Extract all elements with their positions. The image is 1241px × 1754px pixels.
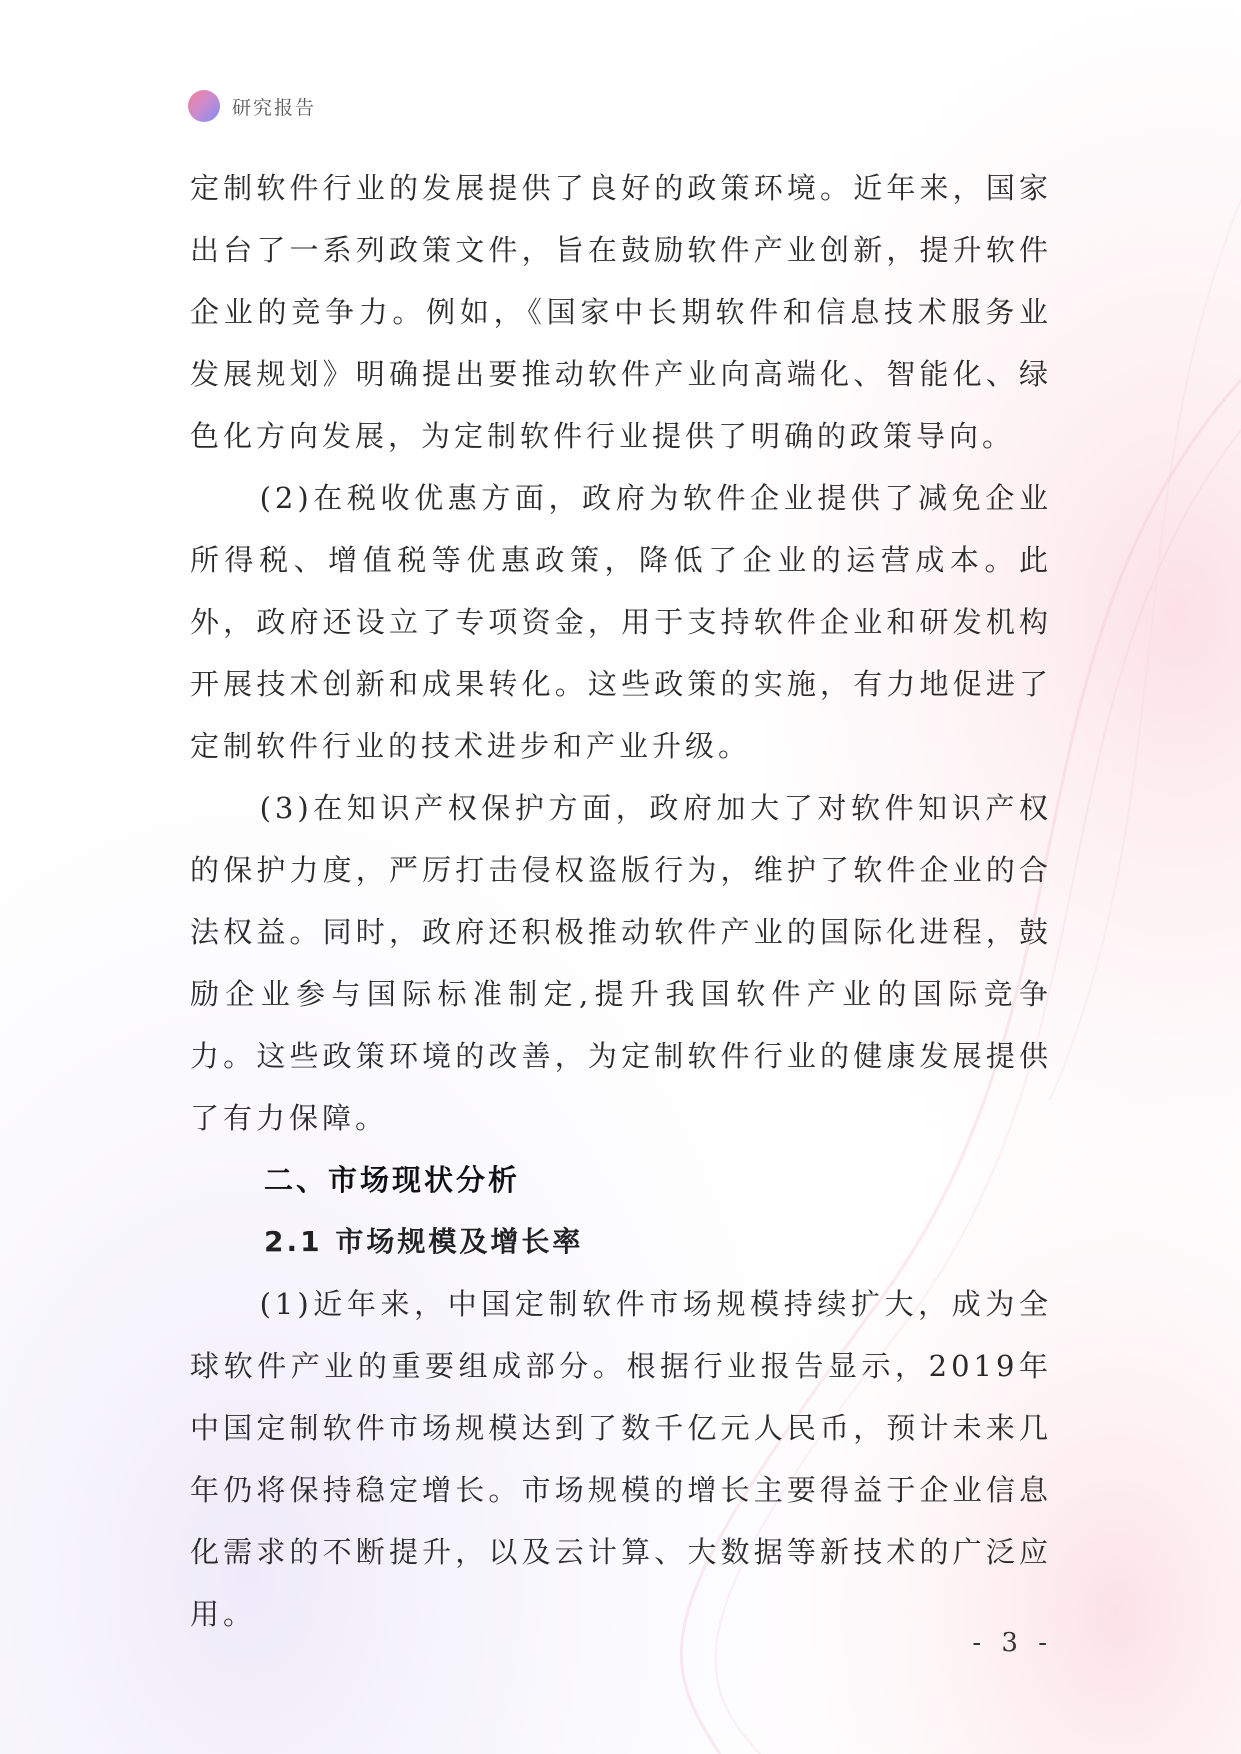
paragraph-market-size: (1)近年来，中国定制软件市场规模持续扩大，成为全球软件产业的重要组成部分。根据行业报告显示，2019年中国定制软件市场规模达到了数千亿元人民币，预计未来几年仍将保持稳定增长。市场规模的增长主要得益于企业信息化需求的不断提升，以及云计算、大数据等新技术的广泛应用。 [190,1287,1052,1631]
paragraph-policy-environment: 定制软件行业的发展提供了良好的政策环境。近年来，国家出台了一系列政策文件，旨在鼓励软件产业创新，提升软件企业的竞争力。例如，《国家中长期软件和信息技术服务业发展规划》明确提出要推动软件产业向高端化、智能化、绿色化方向发展，为定制软件行业提供了明确的政策导向。 [190,171,1052,453]
paragraph-tax-incentives: (2)在税收优惠方面，政府为软件企业提供了减免企业所得税、增值税等优惠政策，降低了企业的运营成本。此外，政府还设立了专项资金，用于支持软件企业和研发机构开展技术创新和成果转化。这些政策的实施，有力地促进了定制软件行业的技术进步和产业升级。 [190,481,1052,763]
document-body [190,157,1052,1645]
report-header [188,90,316,122]
paragraph-ip-protection: (3)在知识产权保护方面，政府加大了对软件知识产权的保护力度，严厉打击侵权盗版行为，维护了软件企业的合法权益。同时，政府还积极推动软件产业的国际化进程，鼓励企业参与国际标准制定,提升我国软件产业的国际竞争力。这些政策环境的改善，为定制软件行业的健康发展提供了有力保障。 [190,791,1052,1135]
report-logo-icon [188,90,220,122]
subsection-heading: 2.1 市场规模及增长率 [264,1225,584,1258]
section-heading: 二、市场现状分析 [264,1163,521,1197]
page-number: - 3 - [972,1628,1053,1658]
report-header-title: 研究报告 [232,96,317,119]
